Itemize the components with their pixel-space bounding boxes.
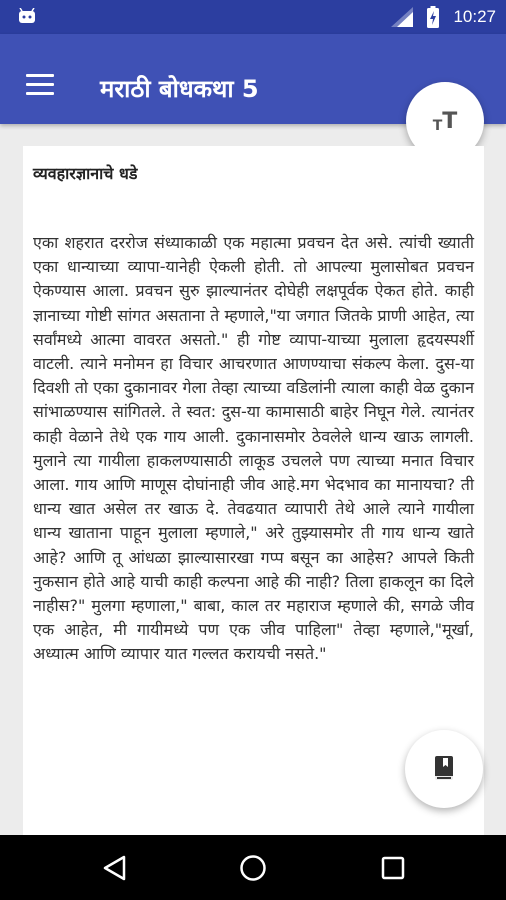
back-triangle-icon[interactable] xyxy=(100,853,130,883)
system-nav-bar xyxy=(0,835,506,900)
toolbar-title: मराठी बोधकथा 5 xyxy=(100,75,259,103)
status-bar xyxy=(0,0,506,34)
android-icon xyxy=(18,8,36,24)
home-circle-icon[interactable] xyxy=(238,853,268,883)
story-heading: व्यवहारज्ञानाचे धडे xyxy=(33,164,138,183)
hamburger-menu-icon[interactable] xyxy=(26,74,54,96)
signal-icon xyxy=(391,7,413,27)
battery-charging-icon xyxy=(427,6,439,28)
story-body: एका शहरात दररोज संध्याकाळी एक महात्मा प्रवचन देत असे. त्यांची ख्याती एका धान्याच्या व्यापा-यानेही ऐकली होती. तो आपल्या मुलासोबत प्रवचन ऐकण्यास आला. प्रवचन सुरु झाल्यानंतर दोघेही लक्षपूर्वक ऐकत होते. काही ज्ञानाच्या गोष्टी सांगत असताना ते म्हणाले,"या जगात जितके प्राणी आहेत, त्या सर्वांमध्ये आत्मा वावरत असतो." ही गोष्ट व्यापा-याच्या मुलाला हृदयस्पर्शी वाटली. त्याने मनोमन हा विचार आचरणात आणण्याचा संकल्प केला. दुस-या दिवशी तो एका दुकानावर गेला तेव्हा त्याच्या वडिलांनी त्याला काही वेळ दुकान सांभाळण्यास सांगितले. ते स्वत: दुस-या कामासाठी बाहेर निघून गेले. त्यानंतर काही वेळाने तेथे एक गाय आली. दुकानासमोर ठेवलेले धान्य खाऊ लागली. मुलाने त्या गायीला हाकलण्यासाठी लाकूड उचलले पण त्याच्या मनात विचार आला. गाय आणि माणूस दोघांनाही जीव आहे.मग भेदभाव का मानायचा? ती धान्य खात असेल तर खाऊ दे. तेवढयात व्यापारी तेथे आले त्याने गायीला धान्य खाताना पाहून मुलाला म्हणाले," अरे तुझ्यासमोर ती गाय धान्य खाते आहे? आणि तू आंधळा झाल्यासारखा गप्प बसून का आहेस? आपले किती नुकसान होते आहे याची काही कल्पना आहे की नाही? तिला हाकलून का दिले नाहीस?" मुलगा म्हणाला," बाबा, काल तर महाराज म्हणाले की, सगळे जीव एक आहेत, मी गायीमध्ये पण एक जीव पाहिला" तेव्हा म्हणाले,"मूर्खा, अध्यात्म आणि व्यापार यात गल्लत करायची नसते." xyxy=(33,233,474,664)
book-button[interactable] xyxy=(405,730,483,808)
status-clock: 10:27 xyxy=(453,7,496,26)
story-card xyxy=(23,146,484,836)
text-size-icon: T T xyxy=(432,108,458,134)
recents-square-icon[interactable] xyxy=(378,853,408,883)
book-icon xyxy=(433,756,455,782)
